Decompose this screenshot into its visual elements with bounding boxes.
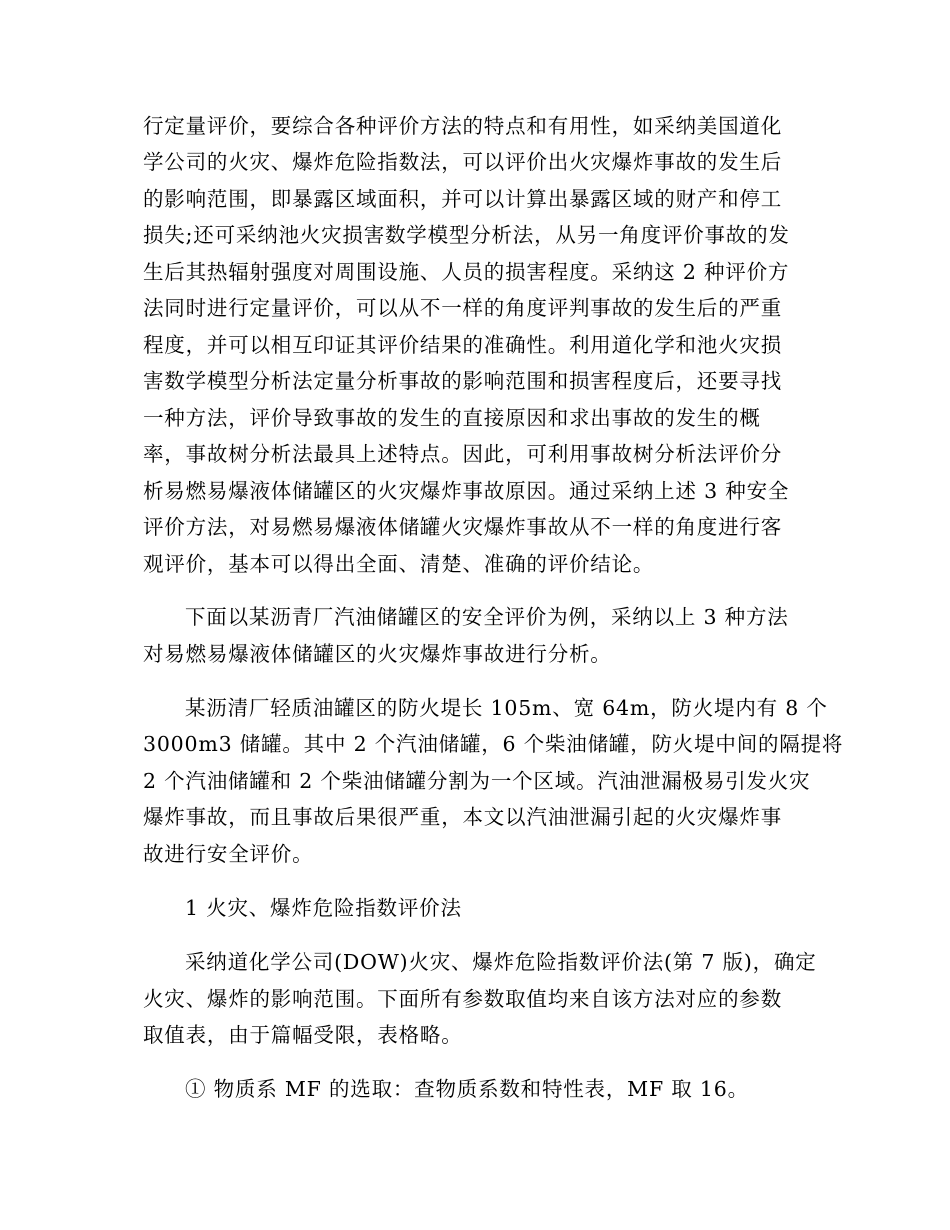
paragraph-2-line: 对易燃易爆液体储罐区的火灾爆炸事故进行分析。: [143, 642, 612, 666]
paragraph-4-line: 采纳道化学公司(DOW)火灾、爆炸危险指数评价法(第 7 版)，确定: [185, 950, 817, 974]
paragraph-1-line: 析易燃易爆液体储罐区的火灾爆炸事故原因。通过采纳上述 3 种安全: [143, 479, 790, 503]
list-item: ① 物质系 MF 的选取：查物质系数和特性表，MF 取 16。: [185, 1077, 749, 1101]
paragraph-1-line: 生后其热辐射强度对周围设施、人员的损害程度。采纳这 2 种评价方: [143, 260, 790, 284]
paragraph-1-line: 率，事故树分析法最具上述特点。因此，可利用事故树分析法评价分: [143, 442, 782, 466]
section-heading: 1 火灾、爆炸危险指数评价法: [185, 896, 462, 920]
paragraph-1-line: 一种方法，评价导致事故的发生的直接原因和求出事故的发生的概: [143, 406, 761, 430]
paragraph-1-line: 评价方法，对易燃易爆液体储罐火灾爆炸事故从不一样的角度进行客: [143, 515, 782, 539]
paragraph-1-line: 法同时进行定量评价，可以从不一样的角度评判事故的发生后的严重: [143, 296, 782, 320]
paragraph-1-line: 的影响范围，即暴露区域面积，并可以计算出暴露区域的财产和停工: [143, 187, 782, 211]
paragraph-1-line: 害数学模型分析法定量分析事故的影响范围和损害程度后，还要寻找: [143, 369, 782, 393]
paragraph-3-line: 2 个汽油储罐和 2 个柴油储罐分割为一个区域。汽油泄漏极易引发火灾: [143, 769, 811, 793]
paragraph-1-line: 观评价，基本可以得出全面、清楚、准确的评价结论。: [143, 552, 655, 576]
paragraph-3-line: 3000m3 储罐。其中 2 个汽油储罐，6 个柴油储罐，防火堤中间的隔提将: [143, 732, 844, 756]
paragraph-4-line: 取值表，由于篇幅受限，表格略。: [143, 1023, 463, 1047]
paragraph-1-line: 程度，并可以相互印证其评价结果的准确性。利用道化学和池火灾损: [143, 333, 782, 357]
paragraph-4-line: 火灾、爆炸的影响范围。下面所有参数取值均来自该方法对应的参数: [143, 987, 782, 1011]
paragraph-1-line: 损失;还可采纳池火灾损害数学模型分析法，从另一角度评价事故的发: [143, 223, 790, 247]
paragraph-1-line: 学公司的火灾、爆炸危险指数法，可以评价出火灾爆炸事故的发生后: [143, 150, 782, 174]
paragraph-2-line: 下面以某沥青厂汽油储罐区的安全评价为例，采纳以上 3 种方法: [185, 605, 789, 629]
paragraph-3-line: 爆炸事故，而且事故后果很严重，本文以汽油泄漏引起的火灾爆炸事: [143, 805, 782, 829]
paragraph-3-line: 故进行安全评价。: [143, 842, 314, 866]
paragraph-3-line: 某沥清厂轻质油罐区的防火堤长 105m、宽 64m，防火堤内有 8 个: [185, 696, 828, 720]
paragraph-1-line: 行定量评价，要综合各种评价方法的特点和有用性，如采纳美国道化: [143, 114, 782, 138]
